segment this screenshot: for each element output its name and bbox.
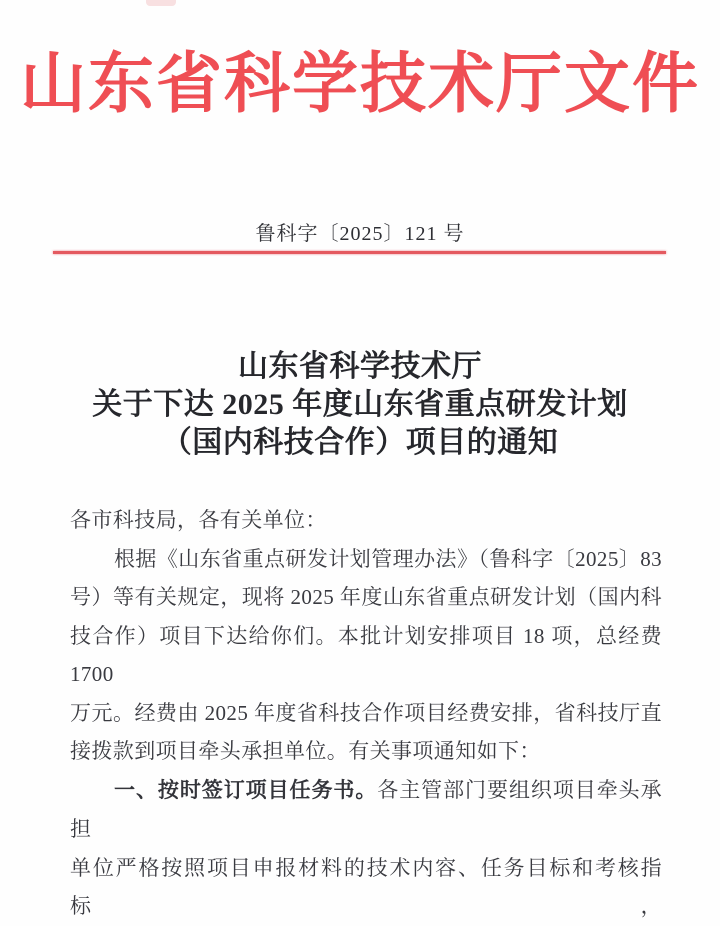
body-line-1: 根据《山东省重点研发计划管理办法》（鲁科字〔2025〕83 [114, 546, 662, 571]
section-bold-lead: 一、按时签订项目任务书。 [114, 778, 378, 802]
document-number: 鲁科字〔2025〕121 号 [255, 223, 465, 245]
document-title [0, 348, 720, 462]
body-line-2: 号）等有关规定，现将 2025 年度山东省重点研发计划（国内科 [70, 585, 662, 609]
body-line-6 [70, 771, 662, 849]
body-line-3: 技合作）项目下达给你们。本批计划安排项目 18 项，总经费 1700 [70, 623, 662, 686]
red-separator-line [53, 251, 666, 254]
body-line-4: 万元。经费由 2025 年度省科技合作项目经费安排，省科技厅直 [70, 700, 662, 725]
body-line-5: 接拨款到项目牵头承担单位。有关事项通知如下： [70, 739, 541, 763]
document-body [70, 501, 662, 926]
title-line-1: 山东省科学技术厅 [238, 350, 482, 383]
salutation-line: 各市科技局，各有关单位： [70, 508, 327, 532]
title-line-3: （国内科技合作）项目的通知 [161, 426, 559, 459]
section-lead-rest: 各主管部门要组织项目牵头承担 [70, 777, 662, 841]
body-line-7: 单位严格按照项目申报材料的技术内容、任务目标和考核指标， [70, 855, 662, 918]
agency-letterhead: 山东省科学技术厅文件 [20, 48, 700, 121]
title-line-2: 关于下达 2025 年度山东省重点研发计划 [92, 388, 628, 421]
scan-artifact [146, 0, 176, 6]
